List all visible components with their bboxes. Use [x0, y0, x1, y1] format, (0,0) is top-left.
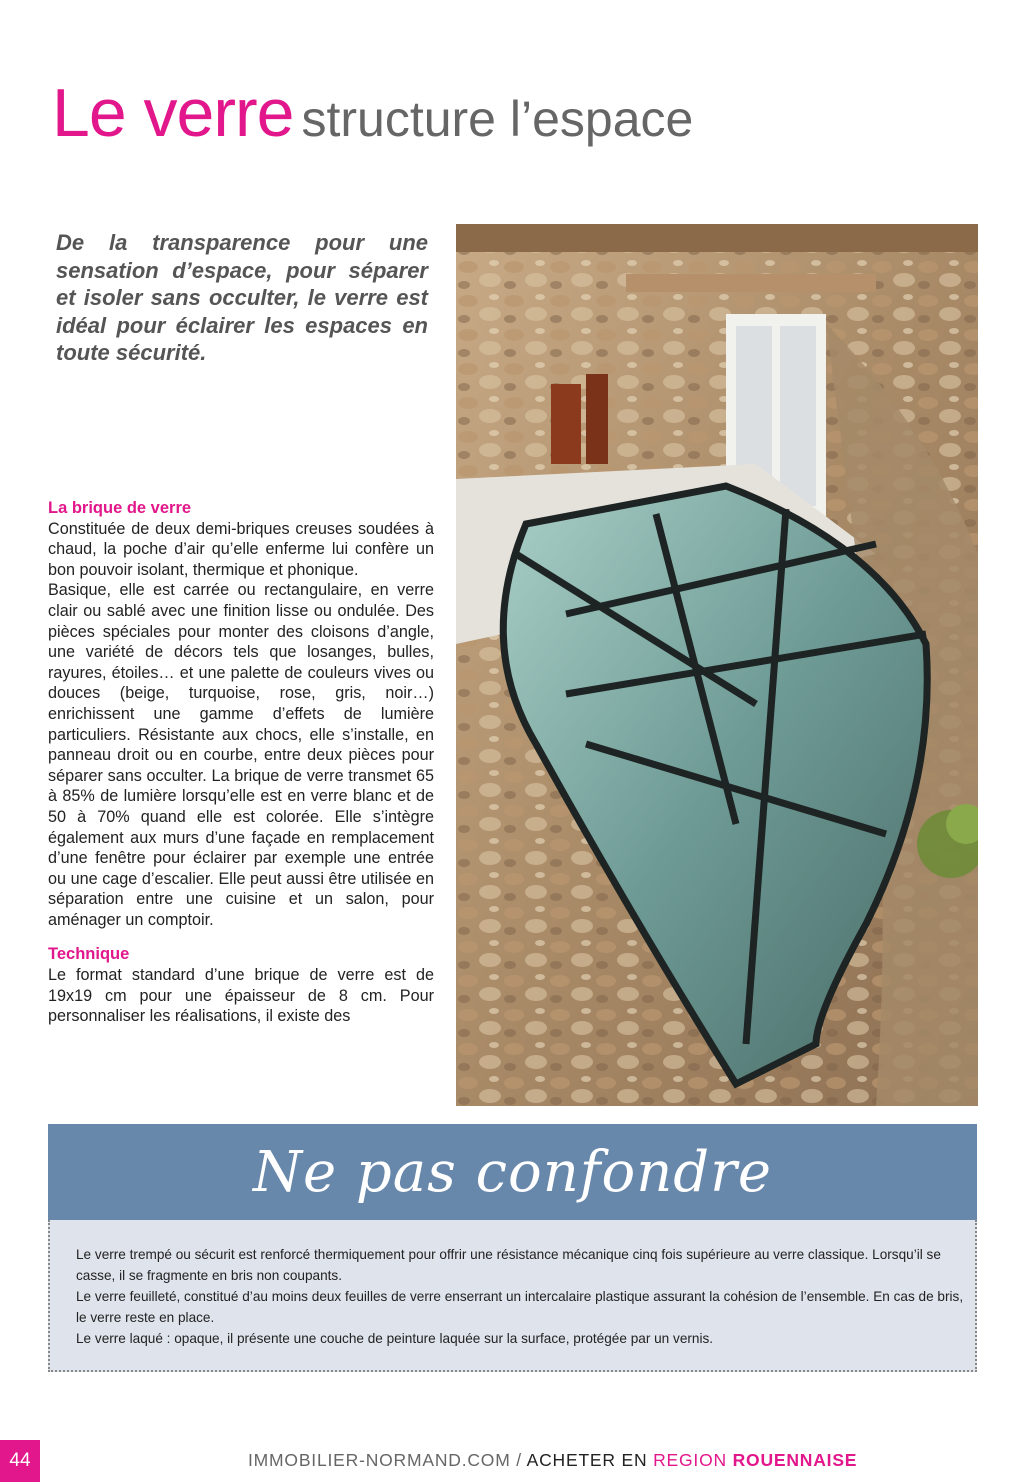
callout-line: Le verre trempé ou sécurit est renforcé thermiquement pour offrir une résistance mécanique cinq fois supérieure au verre classique. Lorsqu’il se casse, il se fragmente en bris non coupants.	[76, 1247, 941, 1283]
page-title	[52, 74, 693, 152]
callout-text	[76, 1244, 964, 1349]
paragraph: Basique, elle est carrée ou rectangulaire, en verre clair ou sablé avec une finition lisse ou ondulée. Des pièces spéciales pour monter des cloisons d’angle, une variété de décors tels que losanges, bulles, rayures, étoiles… et une palette de couleurs vives ou douces (beige, turquoise, rose, gris, noir…) enrichissent une gamme d’effets de lumière particuliers. Résistante aux chocs, elle s’installe, en panneau droit ou en courbe, entre deux pièces pour séparer sans occulter. La brique de verre transmet 65 à 85% de lumière lorsqu’elle est en verre blanc et de 50 à 70% quand elle est colorée. Elle s’intègre également aux murs d’une façade en remplacement d’une fenêtre pour éclairer par exemple une entrée ou une cage d’escalier. Elle peut aussi être utilisée en séparation entre une cuisine et un salon, pour aménager un comptoir.	[48, 581, 434, 929]
footer-part2: REGION	[653, 1450, 733, 1470]
section-heading: La brique de verre	[48, 499, 192, 517]
footer	[248, 1450, 857, 1471]
title-highlight: Le verre	[52, 75, 294, 151]
title-rest: structure l’espace	[301, 91, 694, 147]
article-body	[48, 498, 434, 1027]
intro-lead: De la transparence pour une sensation d’espace, pour séparer et isoler sans occulter, le verre est idéal pour éclairer les espaces en toute sécurité.	[56, 230, 428, 365]
callout-line: Le verre laqué : opaque, il présente une couche de peinture laquée sur la surface, protégée par un vernis.	[76, 1331, 714, 1346]
footer-part3: ROUENNAISE	[732, 1450, 858, 1470]
footer-site: IMMOBILIER-NORMAND.COM /	[248, 1450, 527, 1470]
callout-box	[48, 1220, 977, 1372]
callout-banner	[48, 1124, 977, 1220]
paragraph: Constituée de deux demi-briques creuses soudées à chaud, la poche d’air qu’elle enferme lui confère un bon pouvoir isolant, thermique et phonique.	[48, 519, 434, 579]
footer-part1: ACHETER EN	[526, 1450, 654, 1470]
section-heading: Technique	[48, 945, 130, 964]
callout-title: Ne pas confondre	[252, 1139, 773, 1205]
paragraph: Le format standard d’une brique de verre est de 19x19 cm pour une épaisseur de 8 cm. Pour personnaliser les réalisations, il existe des	[48, 966, 434, 1026]
glass-floor-photo	[456, 224, 978, 1106]
callout-line: Le verre feuilleté, constitué d’au moins deux feuilles de verre enserrant un intercalaire plastique assurant la cohésion de l’ensemble. En cas de bris, le verre reste en place.	[76, 1289, 964, 1325]
page-number: 44	[0, 1440, 40, 1482]
